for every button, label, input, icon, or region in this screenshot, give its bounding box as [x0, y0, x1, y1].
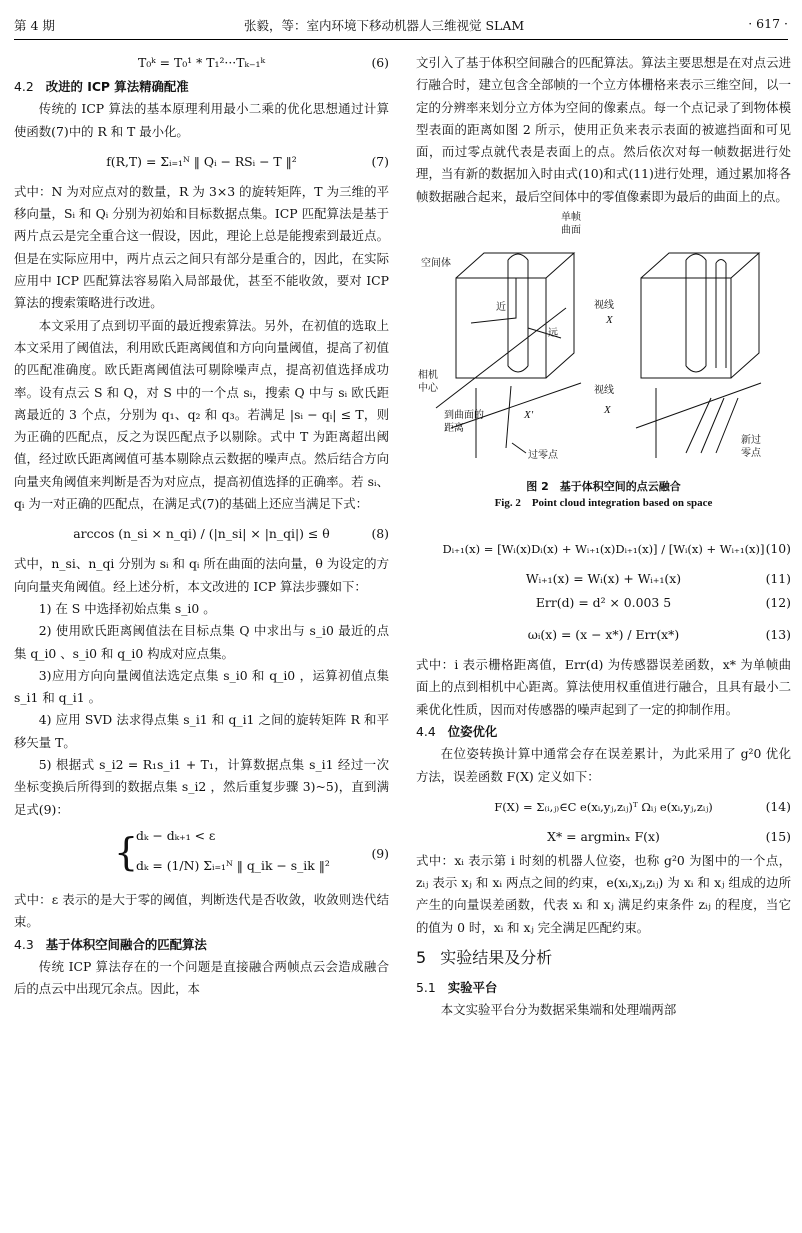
figure-caption-cn: 图 2 基于体积空间的点云融合 [526, 480, 681, 494]
figure-caption-en: Fig. 2 Point cloud integration based on space [494, 497, 713, 510]
zero-cross-line [506, 386, 511, 448]
section-number: 5.1 [416, 980, 436, 996]
equation-13-number: (13) [765, 627, 791, 643]
section-number: 4.2 [14, 79, 34, 94]
equation-7-number: (7) [371, 153, 389, 169]
right-axis [636, 383, 761, 458]
equation-11 [416, 568, 791, 592]
equation-13 [416, 616, 791, 654]
label-dist-1: 到曲面的 [444, 410, 484, 422]
paragraph: 式中：xᵢ 表示第 i 时刻的机器人位姿，也称 g²0 为图中的一个点，zᵢⱼ 表示 xⱼ 和 xᵢ 两点之间的约束，e(xᵢ,xⱼ,zᵢⱼ) 为 xᵢ 和 xⱼ 组成的边所产生的向量误差函数，代表 xᵢ 和 xⱼ 满足约束条件 zᵢⱼ 的程度，当它的值为 0 时，xᵢ 和 xⱼ 完全满足匹配约束。 [416, 852, 791, 935]
equation-7 [14, 143, 389, 181]
section-title: 实验平台 [447, 980, 498, 996]
equation-13-body: ωᵢ(x) = (x − x*) / Err(x*) [527, 627, 680, 643]
left-cube-side [546, 253, 574, 378]
equation-10-number: (10) [765, 541, 791, 557]
page-number: · 617 · [748, 16, 788, 31]
section-number: 4.3 [14, 936, 34, 952]
equation-8-number: (8) [371, 526, 389, 542]
left-cube-front [456, 278, 546, 378]
equation-6 [14, 52, 389, 76]
new-zero-lines [686, 398, 738, 453]
label-x-2: X [604, 404, 611, 417]
algorithm-step: 3)应用方向向量阈值法选定点集 s_i0 和 q_i0 ，运算初值点集 s_i1 和 q_i1 。 [14, 667, 389, 706]
label-far: 远 [548, 328, 558, 340]
algorithm-step: 1) 在 S 中选择初始点集 s_i0 。 [38, 600, 216, 616]
equation-8 [14, 515, 389, 553]
paragraph: 本文实验平台分为数据采集端和处理端两部 [440, 1002, 677, 1018]
paragraph: 传统 ICP 算法存在的一个问题是直接融合两帧点云会造成融合后的点云中出现冗余点。因此，本 [14, 958, 389, 997]
paragraph: 传统的 ICP 算法的基本原理利用最小二乘的优化思想通过计算使函数(7)中的 R 和 T 最小化。 [14, 101, 389, 139]
label-near: 近 [496, 302, 506, 314]
section-number: 4.4 [416, 723, 436, 739]
section-title: 基于体积空间融合的匹配算法 [45, 936, 207, 952]
equation-9-number: (9) [371, 845, 389, 861]
section-5-heading [416, 943, 791, 973]
equation-9 [14, 821, 389, 889]
label-dist-2: 距离 [444, 423, 464, 435]
label-space-volume: 空间体 [421, 258, 451, 270]
equation-9-line-1: dₖ − dₖ₊₁ < ε [136, 827, 216, 843]
equation-9-line-2: dₖ = (1/N) Σᵢ₌₁ᴺ ‖ q_ik − s_ik ‖² [136, 857, 330, 873]
section-5-1-heading [416, 977, 791, 999]
right-single-surface [686, 254, 706, 372]
paragraph: 式中：i 表示栅格距离值，Err(d) 为传感器误差函数，x* 为单帧曲面上的点到相机中心距离。算法使用权重值进行融合，且具有最小二乘优化性质，因而对传感器的噪声起到了一定的抑制作用。 [416, 657, 791, 717]
section-title: 改进的 ICP 算法精确配准 [45, 79, 189, 94]
label-camera-center-1: 相机 [418, 370, 438, 382]
label-new-zero-1: 新过 [741, 435, 761, 447]
header-rule [14, 39, 788, 40]
equation-15-body: X* = argminₓ F(x) [547, 828, 660, 844]
section-title: 位姿优化 [447, 723, 498, 739]
label-new-zero-2: 零点 [741, 448, 761, 460]
right-new-surface [716, 260, 726, 369]
equation-14-body: F(X) = Σ₍ᵢ,ⱼ₎∈C e(xᵢ,yⱼ,zᵢⱼ)ᵀ Ωᵢⱼ e(xᵢ,yⱼ,zᵢⱼ) [494, 799, 713, 814]
label-x-prime: X′ [524, 409, 534, 422]
paragraph: 在位姿转换计算中通常会存在误差累计，为此采用了 g²0 优化方法，误差函数 F(X) 定义如下： [416, 746, 791, 784]
label-zero-crossing: 过零点 [528, 450, 558, 462]
equation-11-body: Wᵢ₊₁(x) = Wᵢ(x) + Wᵢ₊₁(x) [525, 571, 682, 587]
point-cloud-fusion-diagram [416, 208, 791, 478]
label-single-surface-1: 单帧 [561, 212, 581, 224]
section-4-4-heading [416, 721, 791, 743]
label-camera-center-2: 中心 [418, 383, 438, 395]
paragraph: 式中：N 为对应点对的数量，R 为 3×3 的旋转矩阵，T 为三维的平移向量，Sᵢ 和 Qᵢ 分别为初始和目标数据点集。ICP 匹配算法是基于两片点云是完全重合这一假设，因此，理论上总是能搜索到最近点。但是在实际应用中，两片点云之间只有部分是重合的，因此，在实际应用中 ICP 匹配算法容易陷入局部最优，甚至不能收敛，要对 ICP 算法的搜索策略进行改进。 [14, 183, 389, 311]
left-single-surface [508, 254, 528, 372]
right-cube-side [731, 253, 759, 378]
equation-6-body: T₀ᵏ = T₀¹ * T₁²···Tₖ₋₁ᵏ [137, 55, 266, 70]
right-cube-top [641, 253, 759, 278]
section-4-2-heading [14, 76, 389, 98]
zero-cross-pointer [512, 443, 526, 453]
algorithm-step: 2) 使用欧氏距离阈值法在目标点集 Q 中求出与 s_i0 最近的点集 q_i0 、s_i0 和 q_i0 构成对应点集。 [14, 623, 389, 661]
equation-11-number: (11) [765, 571, 791, 587]
label-line-of-sight: 视线 [594, 300, 614, 312]
equation-15 [416, 826, 791, 850]
algorithm-step: 4) 应用 SVD 法求得点集 s_i1 和 q_i1 之间的旋转矩阵 R 和平移矢量 T。 [14, 712, 389, 750]
paragraph: 文引入了基于体积空间融合的匹配算法。算法主要思想是在对点云进行融合时，建立包含全部帧的一个立方体栅格来表示三维空间，以一定的分辨率来划分立方体为空间的像素点。每一个点记录了到物体模型表面的距离如图 2 所示，使用正负来表示表面的被遮挡面和可见面，而过零点就代表是表面上的点。然后依次对每一帧数据进行处理，当有新的数据加入时由式(10)和式(11)进行处理，通过累加将各帧数据融合起来，最后空间体中的零值像素即为最后的曲面上的点。 [416, 55, 791, 204]
section-title: 实验结果及分析 [440, 948, 553, 968]
equation-12-number: (12) [765, 595, 791, 611]
paragraph: 本文采用了点到切平面的最近搜索算法。另外，在初值的选取上本文采用了阈值法，利用欧氏距离阈值和方向向量阈值，提高了初值的匹配准确度。欧氏距离阈值法可剔除噪声点，提高初值选择成功率。设有点云 S 和 Q，对 S 中的一个点 sᵢ，搜索 Q 中与 sᵢ 欧氏距离最近的 3 个点，分别为 q₁、q₂ 和 q₃。若满足 |sᵢ − qᵢ| ≤ T，则为正确的匹配点，反之为误匹配点予以剔除。式中 T 为距离超出阈值，经过欧氏距离阈值可基本剔除点云数据的噪声点。然后结合方向向量夹角阈值来判断是否为对应点，提高初值选择的正确率。若 sᵢ、qᵢ 为一对正确的匹配点，在满足式(7)的基础上还应当满足下式： [14, 317, 389, 512]
equation-15-number: (15) [765, 828, 791, 844]
paragraph: 式中：ε 表示的是大于零的阈值，判断迭代是否收敛，收敛则迭代结束。 [14, 891, 389, 930]
equation-14-number: (14) [765, 798, 791, 814]
equation-6-number: (6) [371, 55, 389, 70]
figure-2 [416, 208, 791, 478]
equation-12 [416, 592, 791, 616]
issue-number: 第 4 期 [14, 18, 55, 33]
equation-8-body: arccos (n_si × n_qi) / (|n_si| × |n_qi|) ≤ θ [73, 526, 330, 542]
paragraph: 式中，n_si、n_qi 分别为 sᵢ 和 qᵢ 所在曲面的法向量，θ 为设定的方向向量夹角阈值。经上述分析，本文改进的 ICP 算法步骤如下： [14, 556, 389, 594]
equation-7-body: f(R,T) = Σᵢ₌₁ᴺ ‖ Qᵢ − RSᵢ − T ‖² [106, 153, 297, 169]
label-single-surface-2: 曲面 [561, 225, 581, 237]
page-header [14, 16, 788, 38]
running-title: 张毅，等：室内环境下移动机器人三维视觉 SLAM [244, 18, 525, 33]
equation-12-body: Err(d) = d² × 0.003 5 [535, 595, 672, 611]
section-number: 5 [416, 948, 427, 968]
label-x: X [606, 314, 613, 327]
section-4-3-heading [14, 934, 389, 956]
left-cube-top [456, 253, 574, 278]
equation-10-body: Dᵢ₊₁(x) = [Wᵢ(x)Dᵢ(x) + Wᵢ₊₁(x)Dᵢ₊₁(x)] / [Wᵢ(x) + Wᵢ₊₁(x)] [442, 542, 765, 557]
label-line-of-sight-2: 视线 [594, 385, 614, 397]
equation-9-brace: { [114, 829, 139, 874]
near-arrow [471, 278, 516, 323]
equation-10 [416, 530, 791, 568]
equation-14 [416, 788, 791, 826]
algorithm-step: 5) 根据式 s_i2 = R₁s_i1 + T₁，计算数据点集 s_i1 经过一次坐标变换后所得到的数据点集 s_i2 ，然后重复步骤 3)~5)，直到满足式(9)： [14, 757, 389, 817]
right-column [416, 52, 791, 1022]
left-column [14, 52, 389, 1000]
